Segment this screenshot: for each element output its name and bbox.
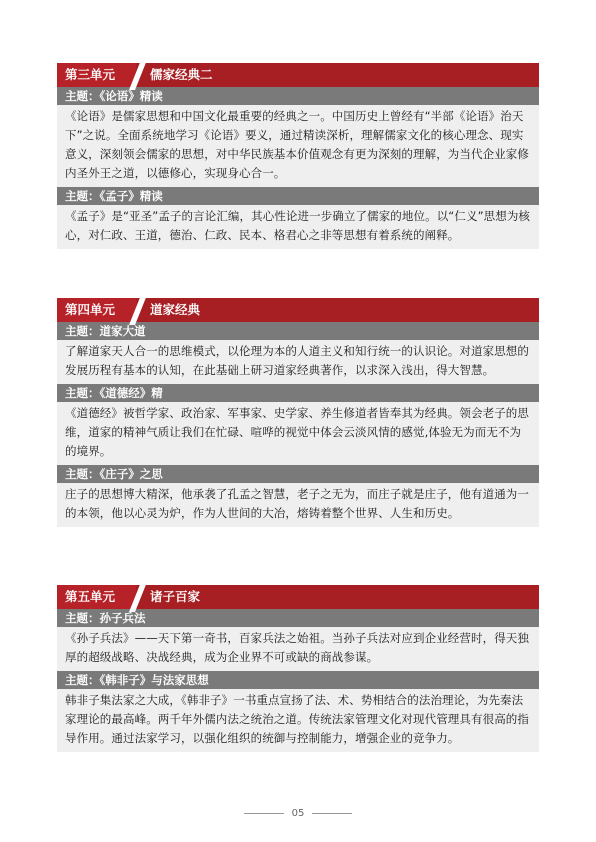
topic-body: 了解道家天人合一的思维模式，以伦理为本的人道主义和知行统一的认识论。对道家思想的发展历程有基本的认知，在此基础上研习道家经典著作，以求深入浅出，得大智慧。 (57, 340, 539, 384)
unit-header (57, 585, 539, 609)
topic-body: 庄子的思想博大精深，他承袭了孔孟之智慧，老子之无为，而庄子就是庄子，他有道通为一的本领，他以心灵为炉，作为人世间的大冶，熔铸着整个世界、人生和历史。 (57, 483, 539, 527)
slash-divider-icon (129, 295, 147, 325)
unit-section (57, 585, 539, 752)
unit-title: 儒家经典二 (150, 67, 213, 82)
unit-header (57, 298, 539, 322)
topic-body: 《论语》是儒家思想和中国文化最重要的经典之一。中国历史上曾经有“半部《论语》治天下”之说。全面系统地学习《论语》要义，通过精读深析，理解儒家文化的核心理念、现实意义，深刻领会儒家的思想，对中华民族基本价值观念有更为深刻的理解，为当代企业家修内圣外王之道，以德修心，实现身心合一。 (57, 105, 539, 187)
topic-heading: 主题：《孟子》精读 (57, 187, 539, 205)
unit-section (57, 298, 539, 527)
unit-label: 第五单元 (57, 585, 136, 609)
topic-body: 《孟子》是“亚圣”孟子的言论汇编，其心性论进一步确立了儒家的地位。以“仁义”思想为核心，对仁政、王道，德治、仁政、民本、格君心之非等思想有着系统的阐释。 (57, 205, 539, 249)
footer-divider (312, 813, 352, 814)
topic-heading: 主题：《论语》精读 (57, 87, 539, 105)
topic-body: 韩非子集法家之大成，《韩非子》一书重点宣扬了法、术、势相结合的法治理论，为先秦法家理论的最高峰。两千年外儒内法之统治之道。传统法家管理文化对现代管理具有很高的指导作用。通过法家学习，以强化组织的统御与控制能力，增强企业的竞争力。 (57, 689, 539, 752)
unit-title: 道家经典 (150, 302, 201, 317)
slash-divider-icon (129, 60, 147, 90)
topic-heading: 主题：孙子兵法 (57, 609, 539, 627)
topic-heading: 主题：道家大道 (57, 322, 539, 340)
unit-label: 第四单元 (57, 298, 136, 322)
topic-body: 《孙子兵法》——天下第一奇书，百家兵法之始祖。当孙子兵法对应到企业经营时，得天独厚的超级战略、决战经典，成为企业界不可或缺的商战参谋。 (57, 627, 539, 671)
slash-divider-icon (129, 582, 147, 612)
unit-label: 第三单元 (57, 63, 136, 87)
page-number: 05 (291, 808, 305, 819)
unit-section (57, 63, 539, 249)
topic-heading: 主题：《韩非子》与法家思想 (57, 671, 539, 689)
topic-heading: 主题：《庄子》之思 (57, 465, 539, 483)
page-footer (0, 808, 596, 819)
topic-body: 《道德经》被哲学家、政治家、军事家、史学家、养生修道者皆奉其为经典。领会老子的思维，道家的精神气质让我们在忙碌、喧哗的视觉中体会云淡风情的感觉,体验无为而无不为的境界。 (57, 402, 539, 465)
unit-header (57, 63, 539, 87)
topic-heading: 主题：《道德经》精 (57, 384, 539, 402)
unit-title: 诸子百家 (150, 589, 201, 604)
footer-divider (244, 813, 284, 814)
